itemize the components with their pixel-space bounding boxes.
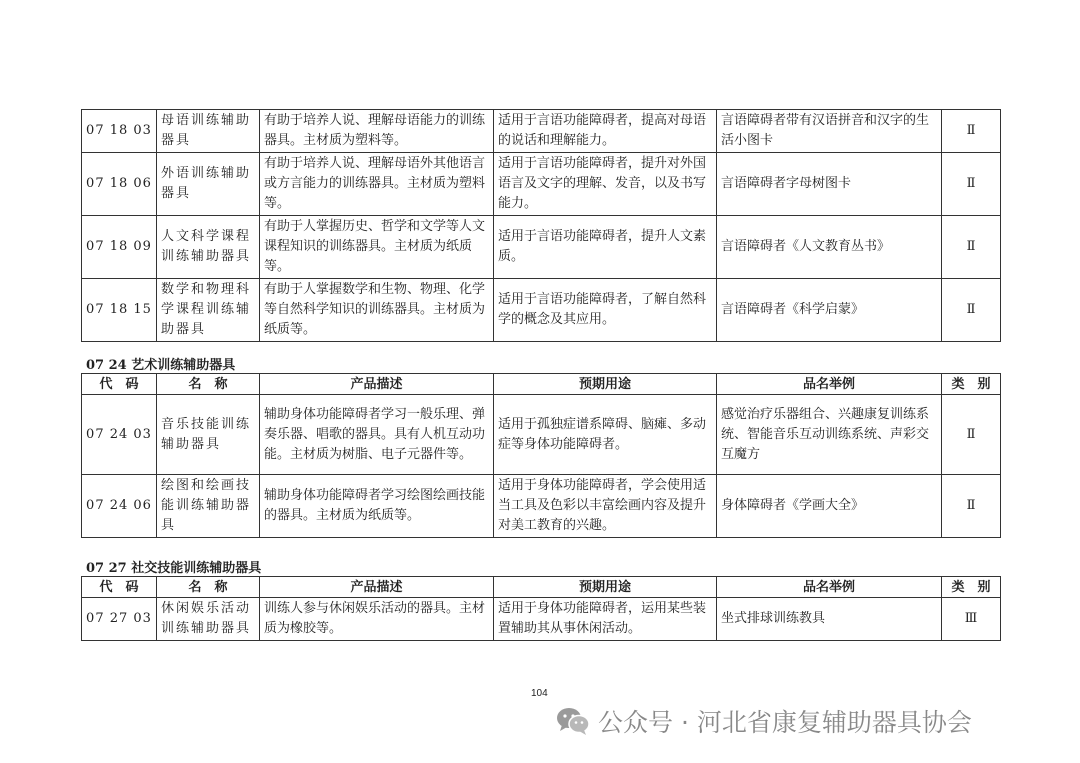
table-row xyxy=(82,475,1001,538)
header-use: 预期用途 xyxy=(494,577,717,598)
header-use: 预期用途 xyxy=(494,374,717,395)
table-row xyxy=(82,153,1001,216)
example-cell: 身体障碍者《学画大全》 xyxy=(717,475,942,538)
code-cell: 07 24 03 xyxy=(82,395,157,475)
code-cell: 07 24 06 xyxy=(82,475,157,538)
category-cell: Ⅱ xyxy=(942,279,1001,342)
header-example: 品名举例 xyxy=(717,374,942,395)
example-cell: 言语障碍者《人文教育丛书》 xyxy=(717,216,942,279)
category-cell: Ⅱ xyxy=(942,216,1001,279)
header-desc: 产品描述 xyxy=(260,374,494,395)
code-cell: 07 18 06 xyxy=(82,153,157,216)
example-cell: 坐式排球训练教具 xyxy=(717,598,942,641)
table-row xyxy=(82,216,1001,279)
header-example: 品名举例 xyxy=(717,577,942,598)
desc-cell: 有助于培养人说、理解母语能力的训练器具。主材质为塑料等。 xyxy=(260,110,494,153)
name-cell: 外语训练辅助器具 xyxy=(157,153,260,216)
header-code: 代 码 xyxy=(82,577,157,598)
desc-cell: 有助于人掌握数学和生物、物理、化学等自然科学知识的训练器具。主材质为纸质等。 xyxy=(260,279,494,342)
table-training-aids-0718 xyxy=(81,109,1001,342)
desc-cell: 训练人参与休闲娱乐活动的器具。主材质为橡胶等。 xyxy=(260,598,494,641)
use-cell: 适用于孤独症谱系障碍、脑瘫、多动症等身体功能障碍者。 xyxy=(494,395,717,475)
name-cell: 休闲娱乐活动训练辅助器具 xyxy=(157,598,260,641)
table-row xyxy=(82,279,1001,342)
page-number: 104 xyxy=(531,688,548,699)
table-header-row xyxy=(82,374,1001,395)
header-name: 名 称 xyxy=(157,374,260,395)
example-cell: 言语障碍者《科学启蒙》 xyxy=(717,279,942,342)
header-name: 名 称 xyxy=(157,577,260,598)
category-cell: Ⅲ xyxy=(942,598,1001,641)
watermark-text: 公众号 · 河北省康复辅助器具协会 xyxy=(598,708,972,737)
category-cell: Ⅱ xyxy=(942,153,1001,216)
table-row xyxy=(82,395,1001,475)
name-cell: 绘图和绘画技能训练辅助器具 xyxy=(157,475,260,538)
table-row xyxy=(82,110,1001,153)
table-row xyxy=(82,598,1001,641)
desc-cell: 辅助身体功能障碍者学习绘图绘画技能的器具。主材质为纸质等。 xyxy=(260,475,494,538)
example-cell: 言语障碍者字母树图卡 xyxy=(717,153,942,216)
code-cell: 07 18 09 xyxy=(82,216,157,279)
category-cell: Ⅱ xyxy=(942,475,1001,538)
header-code: 代 码 xyxy=(82,374,157,395)
table-social-skill-training-aids xyxy=(81,576,1001,641)
table-art-training-aids xyxy=(81,373,1001,538)
name-cell: 母语训练辅助器具 xyxy=(157,110,260,153)
use-cell: 适用于言语功能障碍者，了解自然科学的概念及其应用。 xyxy=(494,279,717,342)
section-title-0727: 07 27 社交技能训练辅助器具 xyxy=(86,561,262,576)
use-cell: 适用于言语功能障碍者，提升人文素质。 xyxy=(494,216,717,279)
header-desc: 产品描述 xyxy=(260,577,494,598)
use-cell: 适用于言语功能障碍者，提高对母语的说话和理解能力。 xyxy=(494,110,717,153)
category-cell: Ⅱ xyxy=(942,395,1001,475)
category-cell: Ⅱ xyxy=(942,110,1001,153)
name-cell: 人文科学课程训练辅助器具 xyxy=(157,216,260,279)
name-cell: 数学和物理科学课程训练辅助器具 xyxy=(157,279,260,342)
use-cell: 适用于身体功能障碍者，运用某些装置辅助其从事休闲活动。 xyxy=(494,598,717,641)
example-cell: 言语障碍者带有汉语拼音和汉字的生活小图卡 xyxy=(717,110,942,153)
table-header-row xyxy=(82,577,1001,598)
code-cell: 07 18 15 xyxy=(82,279,157,342)
name-cell: 音乐技能训练辅助器具 xyxy=(157,395,260,475)
header-category: 类 别 xyxy=(942,577,1001,598)
desc-cell: 有助于培养人说、理解母语外其他语言或方言能力的训练器具。主材质为塑料等。 xyxy=(260,153,494,216)
example-cell: 感觉治疗乐器组合、兴趣康复训练系统、智能音乐互动训练系统、声彩交互魔方 xyxy=(717,395,942,475)
watermark xyxy=(556,703,972,739)
desc-cell: 有助于人掌握历史、哲学和文学等人文课程知识的训练器具。主材质为纸质等。 xyxy=(260,216,494,279)
code-cell: 07 27 03 xyxy=(82,598,157,641)
section-title-0724: 07 24 艺术训练辅助器具 xyxy=(86,358,236,373)
desc-cell: 辅助身体功能障碍者学习一般乐理、弹奏乐器、唱歌的器具。具有人机互动功能。主材质为树脂、电子元器件等。 xyxy=(260,395,494,475)
code-cell: 07 18 03 xyxy=(82,110,157,153)
use-cell: 适用于言语功能障碍者，提升对外国语言及文字的理解、发音，以及书写能力。 xyxy=(494,153,717,216)
wechat-icon xyxy=(556,706,590,736)
use-cell: 适用于身体功能障碍者，学会使用适当工具及色彩以丰富绘画内容及提升对美工教育的兴趣。 xyxy=(494,475,717,538)
header-category: 类 别 xyxy=(942,374,1001,395)
